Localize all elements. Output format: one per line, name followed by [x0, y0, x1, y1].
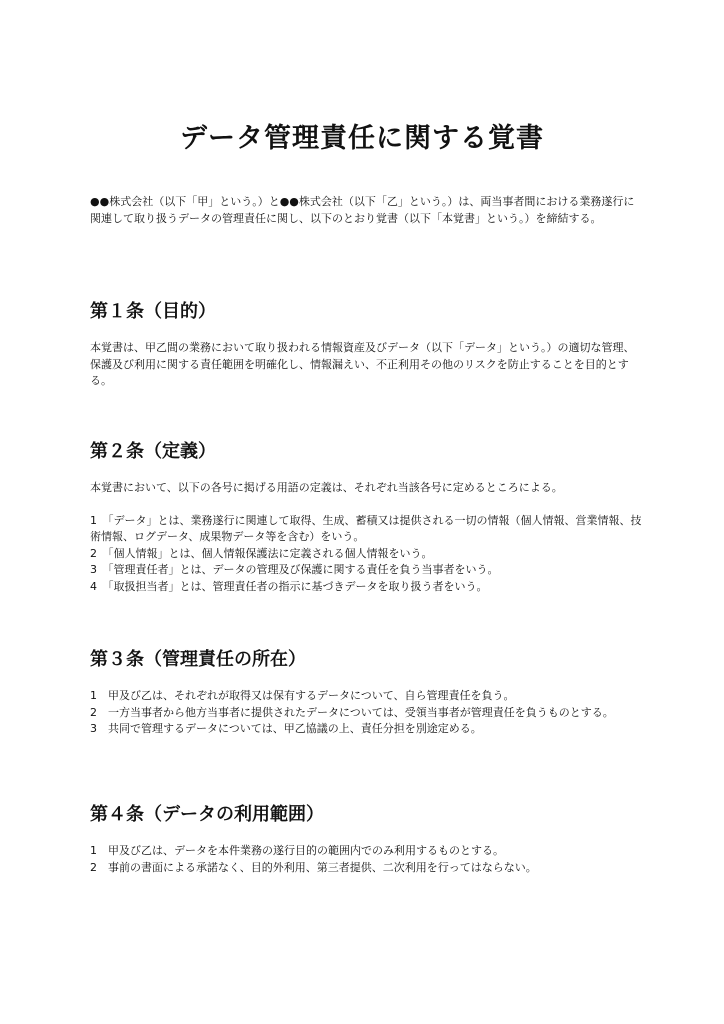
list-item: 1 甲及び乙は、それぞれが取得又は保有するデータについて、自ら管理責任を負う。 — [90, 689, 515, 702]
intro-paragraph: ●●株式会社（以下「甲」という。）と●●株式会社（以下「乙」という。）は、両当事者間における業務遂行に関連して取り扱うデータの管理責任に関し、以下のとおり覚書（以下「本覚書」という。）を締結する。 — [90, 195, 635, 225]
list-item: 2 「個人情報」とは、個人情報保護法に定義される個人情報をいう。 — [90, 546, 433, 560]
article-heading: 第３条（管理責任の所在） — [90, 649, 306, 670]
article-2 — [90, 440, 642, 595]
article-heading: 第２条（定義） — [90, 441, 216, 462]
article-4 — [90, 803, 642, 876]
list-item: 3 「管理責任者」とは、データの管理及び保護に関する責任を負う当事者をいう。 — [90, 563, 499, 576]
spacer — [90, 497, 642, 513]
list-item: 2 事前の書面による承諾なく、目的外利用、第三者提供、二次利用を行ってはならない。 — [90, 860, 537, 874]
article-heading: 第４条（データの利用範囲） — [90, 804, 324, 825]
list-item: 1 甲及び乙は、データを本件業務の遂行目的の範囲内でのみ利用するものとする。 — [90, 844, 504, 857]
list-item: 4 「取扱担当者」とは、管理責任者の指示に基づきデータを取り扱う者をいう。 — [90, 579, 488, 593]
clause-list — [90, 843, 642, 876]
clause-list — [90, 688, 642, 738]
list-item: 3 共同で管理するデータについては、甲乙協議の上、責任分担を別途定める。 — [90, 722, 482, 735]
document-title: データ管理責任に関する覚書 — [180, 123, 544, 154]
article-body: 本覚書において、以下の各号に掲げる用語の定義は、それぞれ当該各号に定めるところによる。 — [90, 481, 563, 494]
definition-list — [90, 513, 642, 596]
article-3 — [90, 648, 642, 738]
list-item: 2 一方当事者から他方当事者に提供されたデータについては、受領当事者が管理責任を負うものとする。 — [90, 705, 614, 719]
article-heading: 第１条（目的） — [90, 301, 216, 322]
article-1 — [90, 300, 642, 390]
list-item: 1 「データ」とは、業務遂行に関連して取得、生成、蓄積又は提供される一切の情報（個人情報、営業情報、技術情報、ログデータ、成果物データ等を含む）をいう。 — [90, 513, 642, 543]
article-body: 本覚書は、甲乙間の業務において取り扱われる情報資産及びデータ（以下「データ」という。）の適切な管理、保護及び利用に関する責任範囲を明確化し、情報漏えい、不正利用その他のリスクを防止することを目的とする。 — [90, 341, 635, 387]
